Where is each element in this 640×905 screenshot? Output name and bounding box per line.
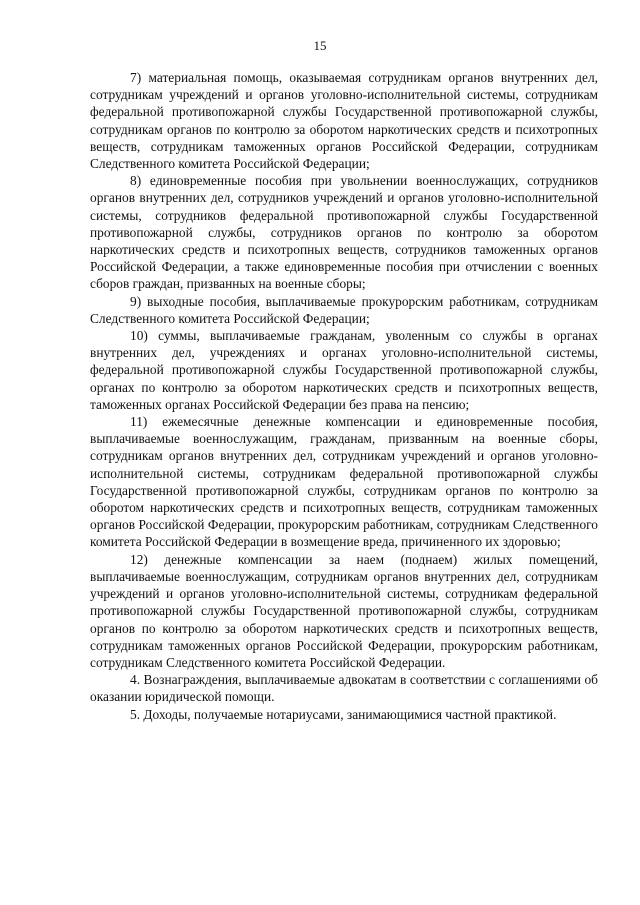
list-item-11-monthly-compensation: 11) ежемесячные денежные компенсации и единовременные пособия, выплачиваемые военнослужащим, гражданам, призванным на военные сборы, сотрудникам органов внутренних дел, сотрудникам учреждений и органов уголовно-исполнительной системы, сотрудникам федеральной противопожарной службы Государственной противопожарной службы, сотрудникам органов по контролю за оборотом наркотических средств и психотропных веществ, сотрудникам таможенных органов Российской Федерации, прокурорским работникам, сотрудникам Следственного комитета Российской Федерации в возмещение вреда, причиненного их здоровью; bbox=[90, 414, 598, 550]
list-item-9-severance-pay: 9) выходные пособия, выплачиваемые прокурорским работникам, сотрудникам Следственного комитета Российской Федерации; bbox=[90, 293, 598, 326]
list-item-7-material-aid: 7) материальная помощь, оказываемая сотрудникам органов внутренних дел, сотрудникам учреждений и органов уголовно-исполнительной системы, сотрудникам федеральной противопожарной службы Государственной противопожарной службы, сотрудникам органов по контролю за оборотом наркотических средств и психотропных веществ, сотрудникам таможенных органов Российской Федерации, сотрудникам Следственного комитета Российской Федерации; bbox=[90, 70, 598, 172]
document-body bbox=[90, 69, 598, 723]
section-4-advocate-fees: 4. Вознаграждения, выплачиваемые адвокатам в соответствии с соглашениями об оказании юридической помощи. bbox=[90, 672, 598, 705]
list-item-8-dismissal-allowance: 8) единовременные пособия при увольнении военнослужащих, сотрудников органов внутренних дел, сотрудников учреждений и органов уголовно-исполнительной системы, сотрудников федеральной противопожарной службы Государственной противопожарной службы, сотрудников органов по контролю за оборотом наркотических средств и психотропных веществ, сотрудников таможенных органов Российской Федерации, а также единовременные пособия при отчислении с военных сборов граждан, призванных на военные сборы; bbox=[90, 173, 598, 292]
page-number: 15 bbox=[313, 38, 327, 53]
section-5-notary-income: 5. Доходы, получаемые нотариусами, занимающимися частной практикой. bbox=[130, 706, 557, 722]
list-item-12-housing-compensation: 12) денежные компенсации за наем (поднаем) жилых помещений, выплачиваемые военнослужащим, сотрудникам органов внутренних дел, сотрудникам учреждений и органов уголовно-исполнительной системы, сотрудникам федеральной противопожарной службы Государственной противопожарной службы, сотрудникам органов по контролю за оборотом наркотических средств и психотропных веществ, сотрудникам таможенных органов Российской Федерации, прокурорским работникам, сотрудникам Следственного комитета Российской Федерации. bbox=[90, 551, 598, 670]
list-item-10-dismissal-sums: 10) суммы, выплачиваемые гражданам, уволенным со службы в органах внутренних дел, учреждениях и органах уголовно-исполнительной системы, федеральной противопожарной службы Государственной противопожарной службы, органах по контролю за оборотом наркотических средств и психотропных веществ, таможенных органах Российской Федерации без права на пенсию; bbox=[90, 328, 598, 412]
